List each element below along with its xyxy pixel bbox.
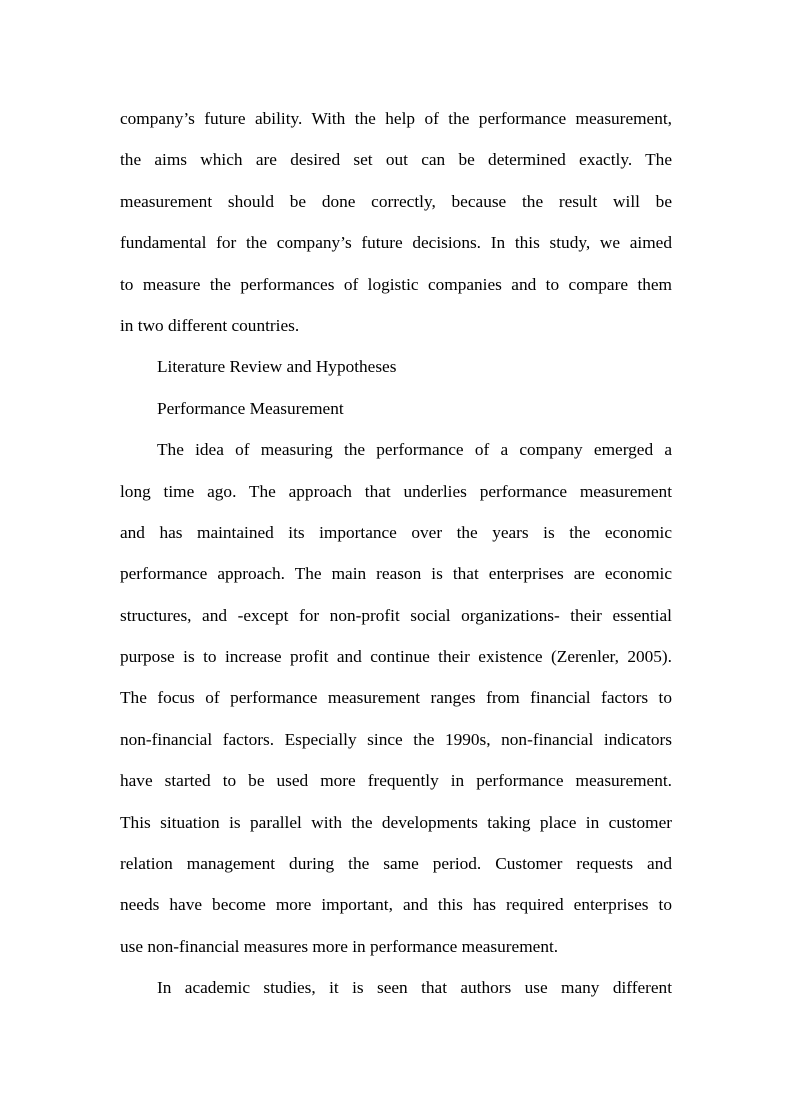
paragraph-continuation	[120, 98, 672, 346]
text-line: The idea of measuring the performance of a company emerged a	[157, 440, 672, 460]
text-line: measurement should be done correctly, because the result will be	[120, 191, 672, 211]
text-line: in two different countries.	[120, 315, 300, 335]
text-line: the aims which are desired set out can be determined exactly. The	[120, 150, 672, 170]
section-heading: Literature Review and Hypotheses	[157, 357, 397, 377]
text-line: needs have become more important, and this has required enterprises to	[120, 895, 672, 915]
text-line: use non-financial measures more in performance measurement.	[120, 936, 559, 956]
text-line: have started to be used more frequently in performance measurement.	[120, 771, 672, 791]
text-line: performance approach. The main reason is that enterprises are economic	[120, 564, 672, 584]
text-line: and has maintained its importance over the years is the economic	[120, 522, 672, 542]
document-page	[120, 98, 672, 1009]
text-line: company’s future ability. With the help of the performance measurement,	[120, 109, 672, 128]
text-line: structures, and -except for non-profit social organizations- their essential	[120, 605, 672, 625]
text-line: purpose is to increase profit and continue their existence (Zerenler, 2005).	[120, 647, 672, 667]
text-line: fundamental for the company’s future decisions. In this study, we aimed	[120, 233, 672, 253]
text-line: to measure the performances of logistic companies and to compare them	[120, 274, 672, 294]
text-line: relation management during the same period. Customer requests and	[120, 854, 672, 874]
heading-performance-measurement	[120, 388, 672, 429]
text-line: This situation is parallel with the developments taking place in customer	[120, 812, 672, 832]
paragraph-academic-studies	[120, 967, 672, 1008]
heading-literature-review	[120, 346, 672, 387]
text-line: long time ago. The approach that underlies performance measurement	[120, 481, 672, 501]
subsection-heading: Performance Measurement	[157, 398, 344, 418]
text-line: In academic studies, it is seen that authors use many different	[157, 978, 672, 998]
paragraph-performance-measurement	[120, 429, 672, 967]
text-line: non-financial factors. Especially since the 1990s, non-financial indicators	[120, 729, 672, 749]
text-line: The focus of performance measurement ranges from financial factors to	[120, 688, 672, 708]
